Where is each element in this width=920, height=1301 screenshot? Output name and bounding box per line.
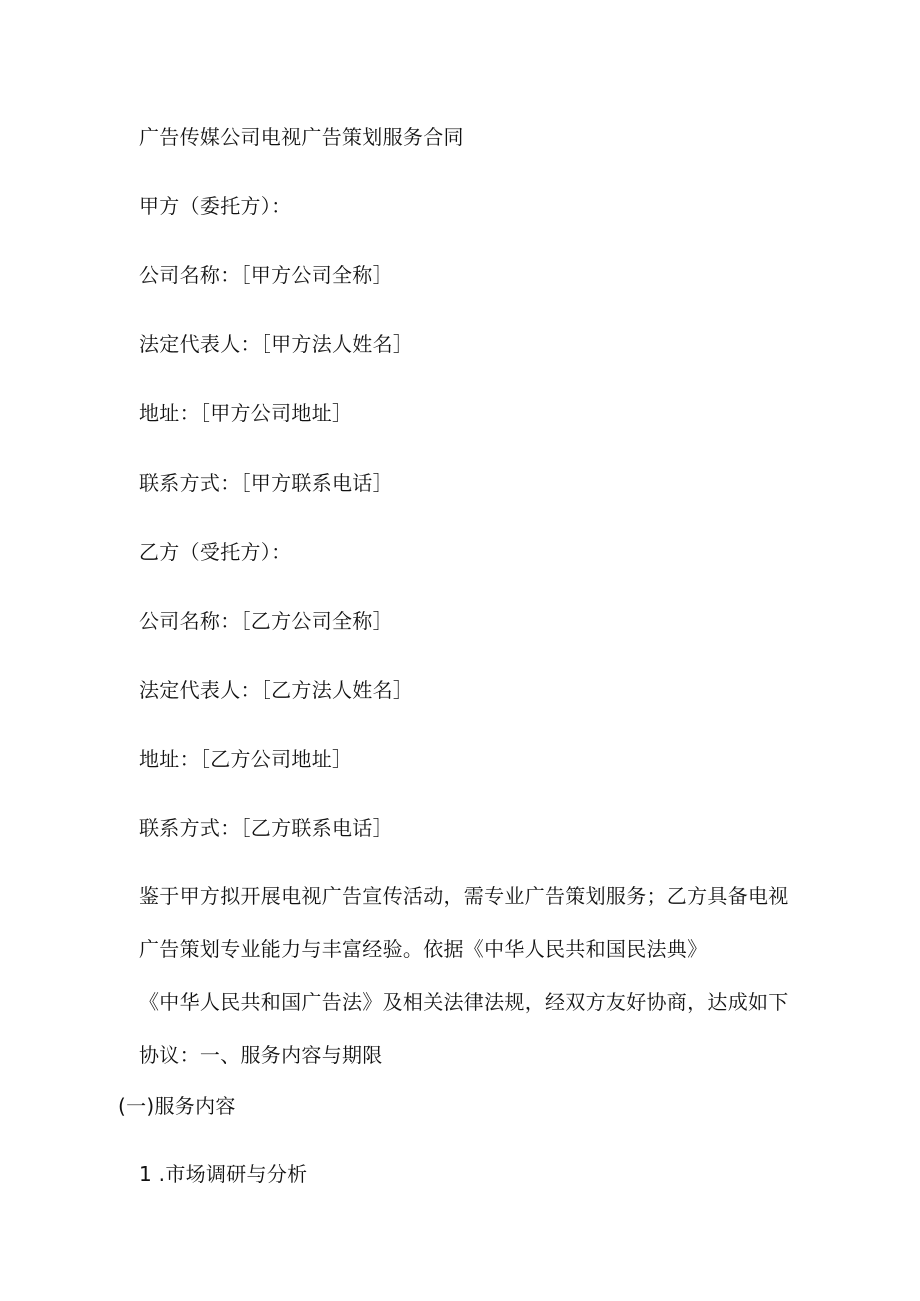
list-item-1: 1 .市场调研与分析 bbox=[139, 1162, 308, 1186]
preamble-line: 协议：一、服务内容与期限 bbox=[139, 1043, 383, 1067]
party-a-heading: 甲方（委托方）： bbox=[139, 194, 292, 218]
preamble-paragraph bbox=[139, 882, 799, 1094]
subsection-heading: (一)服务内容 bbox=[118, 1094, 236, 1118]
party-b-contact: 联系方式：［乙方联系电话］ bbox=[139, 816, 393, 840]
preamble-line: 《中华人民共和国广告法》及相关法律法规，经双方友好协商，达成如下 bbox=[139, 990, 789, 1014]
party-a-legal-rep: 法定代表人：［甲方法人姓名］ bbox=[139, 332, 414, 356]
contract-title: 广告传媒公司电视广告策划服务合同 bbox=[139, 125, 464, 149]
party-b-address: 地址：［乙方公司地址］ bbox=[139, 747, 353, 771]
party-b-legal-rep: 法定代表人：［乙方法人姓名］ bbox=[139, 678, 414, 702]
preamble-line: 广告策划专业能力与丰富经验。依据《中华人民共和国民法典》 bbox=[139, 937, 708, 961]
preamble-line: 鉴于甲方拟开展电视广告宣传活动，需专业广告策划服务；乙方具备电视 bbox=[139, 884, 789, 908]
party-b-company-name: 公司名称：［乙方公司全称］ bbox=[139, 609, 393, 633]
party-a-address: 地址：［甲方公司地址］ bbox=[139, 401, 353, 425]
party-a-contact: 联系方式：［甲方联系电话］ bbox=[139, 471, 393, 495]
party-a-company-name: 公司名称：［甲方公司全称］ bbox=[139, 263, 393, 287]
party-b-heading: 乙方（受托方）： bbox=[139, 540, 292, 564]
